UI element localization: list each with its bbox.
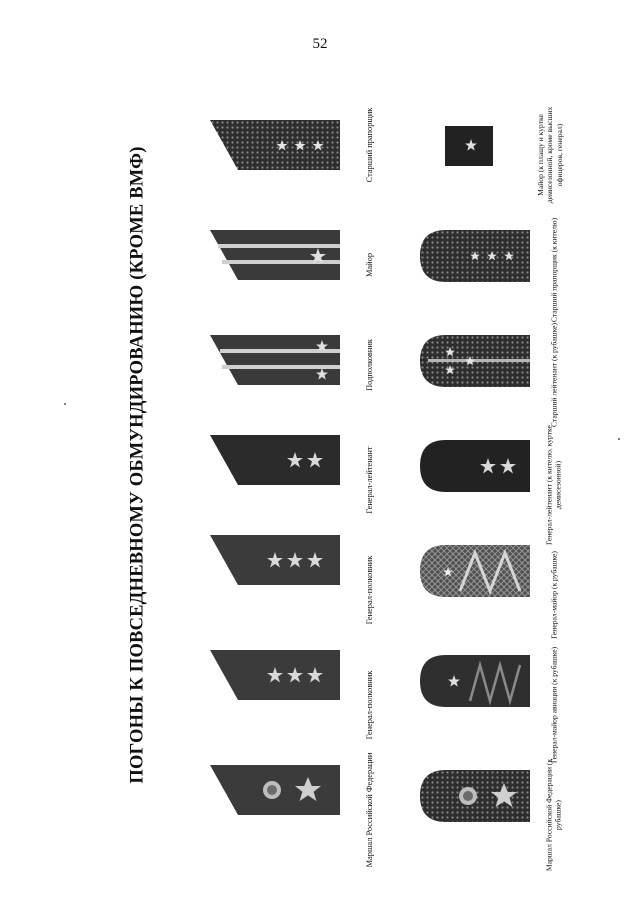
board-caption: Старший прапорщик (к кителю) <box>549 217 559 323</box>
board-caption: Маршал Российской Федерации (к рубашке) <box>544 758 563 872</box>
board-caption: Генерал-лейтенант <box>365 446 374 514</box>
board-caption: Майор (к плащу и куртке демисезонной, кроме высших офицеров, генерал) <box>535 106 564 204</box>
scan-speck <box>618 438 620 440</box>
board-caption: Старший лейтенант (к рубашке) <box>549 322 559 428</box>
board-caption: Генерал-майор (к рубашке) <box>549 551 559 639</box>
board-caption: Генерал-полковник <box>365 670 374 740</box>
board-caption: Генерал-полковник <box>365 555 374 625</box>
caption-cell <box>358 80 382 210</box>
board-caption: Старший прапорщик <box>365 107 374 183</box>
board-caption: Майор <box>365 252 374 278</box>
board-caption: Маршал Российской Федерации <box>365 752 374 868</box>
marshal-emblem-icon <box>459 787 477 805</box>
document-title-container <box>118 120 158 810</box>
marshal-emblem-icon <box>263 781 281 799</box>
board-caption: Генерал-лейтенант (к кителю, куртке демисезонной) <box>544 425 563 545</box>
caption-cell <box>358 415 382 545</box>
document-title: ПОГОНЫ К ПОВСЕДНЕВНОМУ ОБМУНДИРОВАНИЮ (КРОМЕ ВМФ) <box>127 146 148 784</box>
caption-cell <box>358 640 382 770</box>
board-caption: Подполковник <box>365 339 374 391</box>
board-caption: Генерал-майор авиации (к рубашке) <box>549 646 559 764</box>
rank-stripe <box>222 365 340 369</box>
rank-stripe <box>428 359 530 362</box>
rank-stripe <box>220 349 340 353</box>
caption-cell <box>542 205 566 335</box>
caption-cell <box>358 200 382 330</box>
caption-cell <box>525 90 575 220</box>
page-number: 52 <box>312 36 328 52</box>
rank-stripe <box>218 244 340 248</box>
scan-speck <box>64 403 66 405</box>
